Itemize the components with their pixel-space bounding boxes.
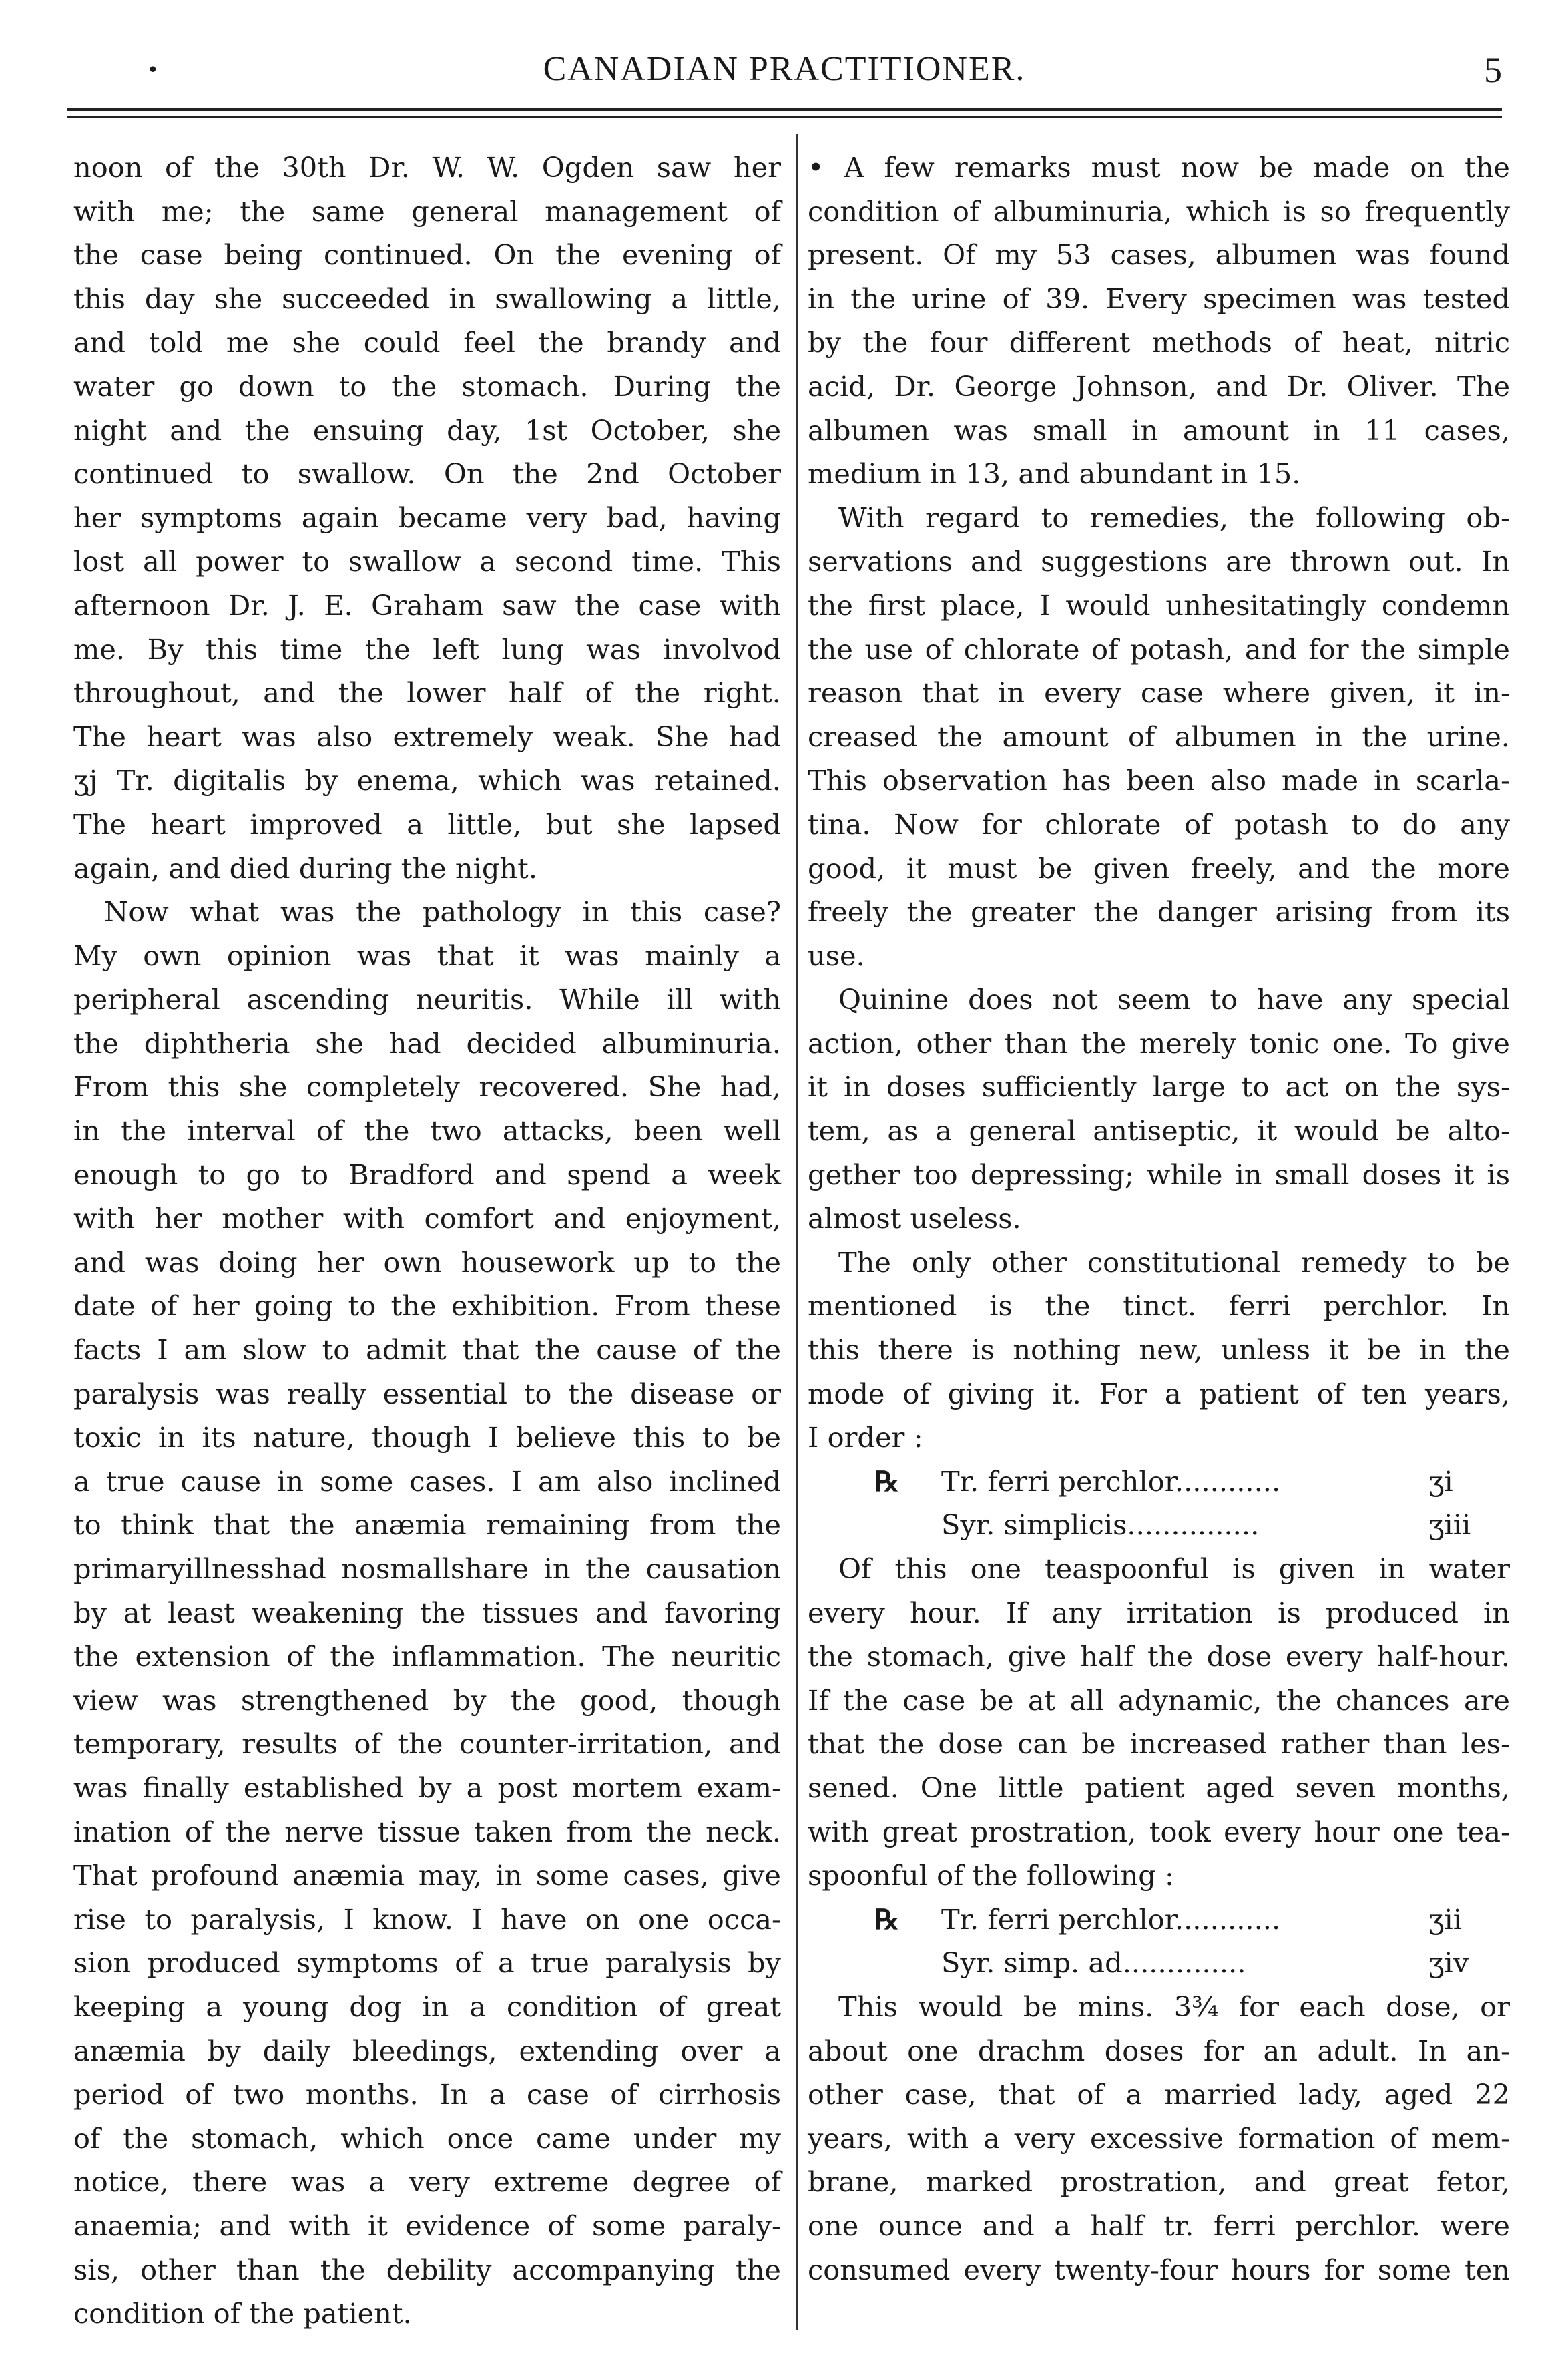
text-line: mode of giving it. For a patient of ten years,: [808, 1377, 1510, 1410]
text-line: with her mother with comfort and enjoyment,: [73, 1202, 781, 1235]
text-line: primaryillnesshad nosmallshare in the causation: [73, 1552, 781, 1585]
header-rule-bottom: [67, 116, 1502, 118]
text-line: anæmia by daily bleedings, extending over a: [73, 2034, 781, 2067]
prescription-line: [808, 1503, 1510, 1547]
text-line: sion produced symptoms of a true paralysis by: [73, 1946, 781, 1980]
text-line: The heart improved a little, but she lapsed: [73, 807, 781, 841]
prescription-ingredient: Syr. simplicis...............: [941, 1508, 1260, 1542]
text-line: this there is nothing new, unless it be in the: [808, 1333, 1510, 1367]
running-header: [67, 49, 1502, 110]
text-line: Now what was the pathology in this case?: [104, 895, 781, 929]
text-line: a true cause in some cases. I am also inclined: [73, 1464, 781, 1498]
text-line: The heart was also extremely weak. She had: [73, 720, 781, 753]
text-line: the diphtheria she had decided albuminuria.: [73, 1026, 781, 1060]
text-line: From this she completely recovered. She had,: [73, 1070, 781, 1104]
prescription-ingredient: Syr. simp. ad..............: [941, 1946, 1246, 1980]
prescription-dose: ʒi: [1428, 1464, 1453, 1498]
text-line: enough to go to Bradford and spend a week: [73, 1158, 781, 1191]
prescription-ingredient: Tr. ferri perchlor............: [941, 1464, 1281, 1498]
right-paragraphs-2: [808, 1547, 1510, 1898]
prescription-1: [808, 1460, 1510, 1547]
text-line: me. By this time the left lung was involvod: [73, 632, 781, 666]
text-line: years, with a very excessive formation of mem-: [808, 2121, 1510, 2155]
prescription-line: [808, 1941, 1510, 1985]
text-line: This would be mins. 3¾ for each dose, or: [838, 1990, 1510, 2023]
text-line: ʒj Tr. digitalis by enema, which was retained.: [73, 764, 781, 797]
text-line: this day she succeeded in swallowing a little,: [73, 282, 781, 315]
text-line: water go down to the stomach. During the: [73, 369, 781, 403]
text-line: sened. One little patient aged seven months,: [808, 1771, 1510, 1804]
text-line: anaemia; and with it evidence of some paraly-: [73, 2209, 781, 2242]
text-line: spoonful of the following :: [808, 1859, 1174, 1892]
header-bullet: •: [147, 59, 159, 82]
recipe-symbol: ℞: [874, 1902, 900, 1936]
text-line: medium in 13, and abundant in 15.: [808, 457, 1301, 491]
text-line: almost useless.: [808, 1202, 1021, 1235]
text-line: facts I am slow to admit that the cause of the: [73, 1333, 781, 1367]
text-line: again, and died during the night.: [73, 851, 538, 885]
text-line: night and the ensuing day, 1st October, she: [73, 413, 781, 447]
prescription-dose: ʒiv: [1428, 1946, 1469, 1980]
text-line: afternoon Dr. J. E. Graham saw the case with: [73, 588, 781, 622]
text-line: This observation has been also made in scarla-: [808, 764, 1510, 797]
text-line: paralysis was really essential to the disease or: [73, 1377, 781, 1410]
text-line: ination of the nerve tissue taken from the neck.: [73, 1815, 781, 1848]
text-line: Quinine does not seem to have any special: [838, 983, 1510, 1016]
text-line: freely the greater the danger arising from its: [808, 895, 1510, 929]
journal-title: CANADIAN PRACTITIONER.: [543, 50, 1026, 88]
prescription-line: [808, 1460, 1510, 1504]
text-line: by at least weakening the tissues and favoring: [73, 1596, 781, 1629]
text-line: date of her going to the exhibition. From these: [73, 1289, 781, 1323]
text-line: temporary, results of the counter-irritation, and: [73, 1727, 781, 1761]
text-line: albumen was small in amount in 11 cases,: [808, 413, 1510, 447]
text-line: her symptoms again became very bad, having: [73, 501, 781, 534]
text-line: continued to swallow. On the 2nd October: [73, 457, 781, 491]
prescription-dose: ʒiii: [1428, 1508, 1471, 1542]
text-line: was finally established by a post mortem exam-: [73, 1771, 781, 1804]
text-line: other case, that of a married lady, aged 22: [808, 2078, 1510, 2111]
text-line: to think that the anæmia remaining from the: [73, 1508, 781, 1542]
text-line: condition of the patient.: [73, 2297, 412, 2330]
text-line: toxic in its nature, though I believe this to be: [73, 1421, 781, 1454]
column-divider: [796, 134, 798, 2330]
text-line: period of two months. In a case of cirrhosis: [73, 2078, 781, 2111]
text-line: peripheral ascending neuritis. While ill with: [73, 983, 781, 1016]
text-line: the case being continued. On the evening of: [73, 238, 781, 272]
text-line: tem, as a general antiseptic, it would be alto-: [808, 1114, 1510, 1148]
text-line: Of this one teaspoonful is given in water: [838, 1552, 1510, 1585]
right-column: [808, 146, 1510, 2292]
text-line: condition of albuminuria, which is so frequently: [808, 194, 1510, 228]
right-paragraphs-3: [808, 1985, 1510, 2292]
text-line: by the four different methods of heat, nitric: [808, 326, 1510, 359]
text-line: If the case be at all adynamic, the chances are: [808, 1683, 1510, 1717]
prescription-line: [808, 1898, 1510, 1942]
text-line: in the urine of 39. Every specimen was tested: [808, 282, 1510, 315]
text-line: My own opinion was that it was mainly a: [73, 939, 781, 972]
left-column: [73, 146, 781, 2336]
text-line: consumed every twenty-four hours for some ten: [808, 2253, 1510, 2286]
right-paragraphs-1: [808, 146, 1510, 1460]
text-line: the stomach, give half the dose every half-hour.: [808, 1640, 1510, 1673]
text-line: about one drachm doses for an adult. In an-: [808, 2034, 1510, 2067]
text-line: of the stomach, which once came under my: [73, 2121, 781, 2155]
prescription-dose: ʒii: [1428, 1902, 1462, 1936]
text-line: the extension of the inflammation. The neuritic: [73, 1640, 781, 1673]
text-line: tina. Now for chlorate of potash to do any: [808, 807, 1510, 841]
prescription-ingredient: Tr. ferri perchlor............: [941, 1902, 1281, 1936]
recipe-symbol: ℞: [874, 1464, 900, 1498]
text-line: creased the amount of albumen in the urine.: [808, 720, 1510, 753]
text-line: rise to paralysis, I know. I have on one occa-: [73, 1902, 781, 1936]
text-line: that the dose can be increased rather than les-: [808, 1727, 1510, 1761]
text-line: and was doing her own housework up to the: [73, 1245, 781, 1279]
text-line: The only other constitutional remedy to be: [838, 1245, 1510, 1279]
text-line: the use of chlorate of potash, and for the simple: [808, 632, 1510, 666]
text-line: That profound anæmia may, in some cases, give: [73, 1859, 781, 1892]
text-line: • A few remarks must now be made on the: [808, 151, 1510, 184]
text-line: with me; the same general management of: [73, 194, 781, 228]
text-line: view was strengthened by the good, though: [73, 1683, 781, 1717]
text-line: and told me she could feel the brandy and: [73, 326, 781, 359]
text-line: good, it must be given freely, and the more: [808, 851, 1510, 885]
text-line: servations and suggestions are thrown out. In: [808, 545, 1510, 578]
text-line: one ounce and a half tr. ferri perchlor. were: [808, 2209, 1510, 2242]
text-line: present. Of my 53 cases, albumen was found: [808, 238, 1510, 272]
text-line: in the interval of the two attacks, been well: [73, 1114, 781, 1148]
text-line: brane, marked prostration, and great fetor,: [808, 2165, 1510, 2199]
text-line: With regard to remedies, the following ob-: [838, 501, 1510, 534]
text-line: sis, other than the debility accompanying the: [73, 2253, 781, 2286]
text-line: throughout, and the lower half of the right.: [73, 676, 781, 710]
text-line: keeping a young dog in a condition of great: [73, 1990, 781, 2023]
text-line: notice, there was a very extreme degree of: [73, 2165, 781, 2199]
text-line: lost all power to swallow a second time. This: [73, 545, 781, 578]
page-number: 5: [1484, 50, 1502, 90]
text-line: gether too depressing; while in small doses it is: [808, 1158, 1510, 1191]
text-line: the first place, I would unhesitatingly condemn: [808, 588, 1510, 622]
text-line: reason that in every case where given, it in-: [808, 676, 1510, 710]
text-line: noon of the 30th Dr. W. W. Ogden saw her: [73, 151, 781, 184]
text-line: with great prostration, took every hour one tea-: [808, 1815, 1510, 1848]
text-line: acid, Dr. George Johnson, and Dr. Oliver. The: [808, 369, 1510, 403]
text-line: mentioned is the tinct. ferri perchlor. In: [808, 1289, 1510, 1323]
header-rule-top: [67, 108, 1502, 111]
text-line: use.: [808, 939, 865, 972]
text-line: every hour. If any irritation is produced in: [808, 1596, 1510, 1629]
text-line: I order :: [808, 1421, 923, 1454]
text-line: action, other than the merely tonic one. To give: [808, 1026, 1510, 1060]
text-line: it in doses sufficiently large to act on the sys-: [808, 1070, 1510, 1104]
prescription-2: [808, 1898, 1510, 1985]
